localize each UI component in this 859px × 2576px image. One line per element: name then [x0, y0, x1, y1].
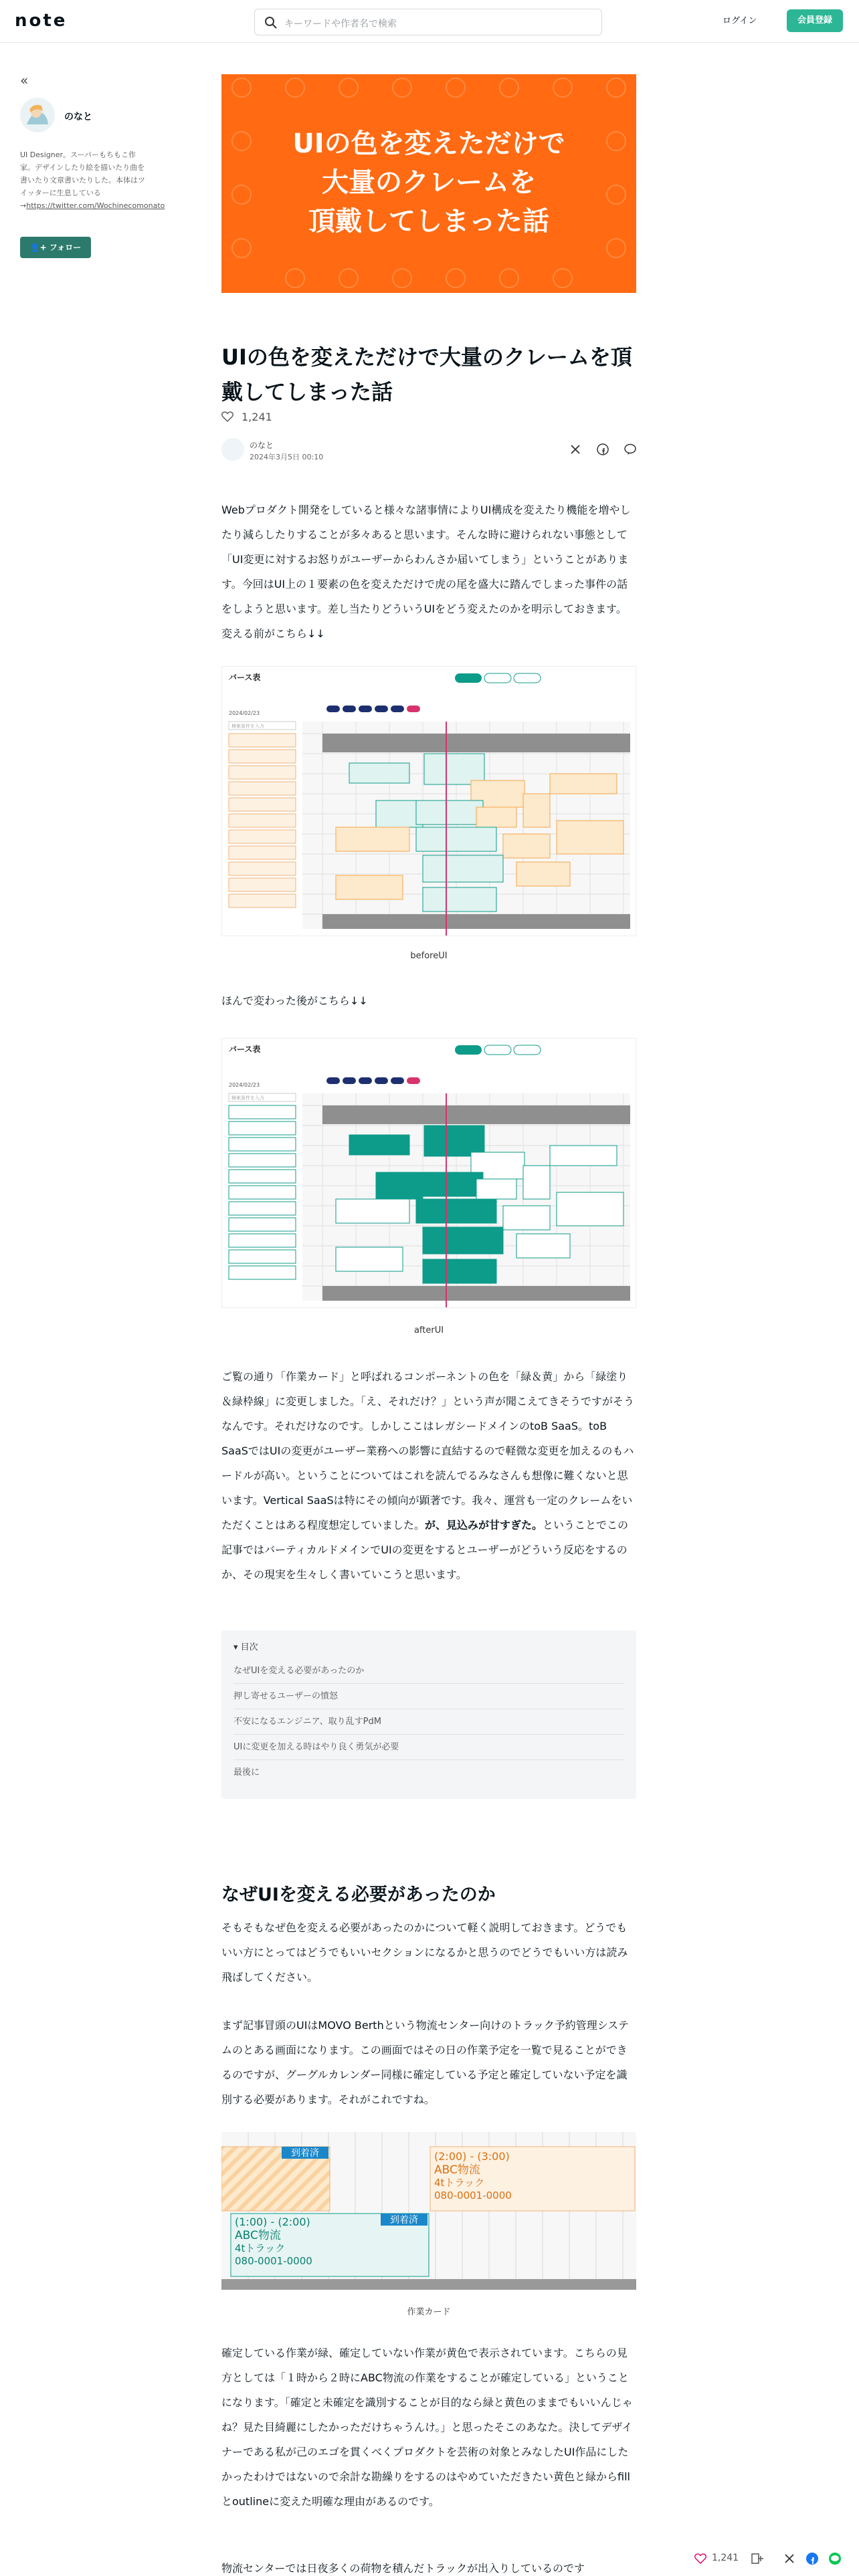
shot-filter-chip: [343, 1077, 356, 1084]
section-paragraph-1: そもそもなぜ色を変える必要があったのかについて軽く説明しておきます。どうでもいい方にとってはどうでもいいセクションになるかと思うのでどうでもいい方は読み飛ばしてください。: [221, 1921, 628, 1983]
shot-list-card: [229, 1105, 296, 1119]
shot-work-card: [516, 1234, 570, 1258]
shot-work-card: [423, 1227, 503, 1254]
hero-line-3: 頂戴してしまった話: [308, 206, 549, 237]
section-paragraph-4: 物流センターでは日夜多くの荷物を積んだトラックが出入りしているのです: [221, 2562, 585, 2575]
intro-paragraph: Webプロダクト開発をしていると様々な諸事情によりUI構成を変えたり機能を増やしたり減らしたりすることが多々あると思います。そんな時に避けられない事態として「UI変更に対するお怒りがユーザーからわんさか届いてしまう」ということがあります。今回はUI上の１要素の色を変えただけで虎の尾を盛大に踏んでしまった事件の話をしようと思います。差し当たりどういうUIをどう変えたのかを明示しておきます。変える前がこちら↓↓: [221, 504, 631, 640]
toc-item[interactable]: UIに変更を加える時はやり良く勇気が必要: [233, 1735, 624, 1760]
section-heading: なぜUIを変える必要があったのか: [221, 1885, 496, 1905]
shot-title: バース表: [229, 1045, 261, 1054]
login-link[interactable]: ログイン: [723, 16, 757, 26]
toc-title-text: 目次: [240, 1642, 258, 1652]
shot-list-card: [229, 750, 296, 763]
card1-phone: 080-0001-0000: [235, 2255, 312, 2267]
shot-work-card: [349, 763, 409, 783]
hero-line-1: UIの色を変えただけで: [292, 128, 565, 159]
shot-tab: [455, 1045, 482, 1055]
shot-date: 2024/02/23: [229, 1082, 260, 1088]
search-placeholder: キーワードや作者名で検索: [284, 19, 397, 29]
collapse-sidebar-icon[interactable]: «: [20, 72, 29, 88]
user-plus-icon: 👤+: [29, 243, 47, 252]
shot-list-card: [229, 1202, 296, 1215]
after-ui-image: [221, 1038, 636, 1308]
shot-work-card: [503, 834, 550, 858]
search-input[interactable]: [254, 9, 602, 35]
shot-work-card: [423, 855, 503, 882]
sticky-facebook-icon[interactable]: [805, 2552, 819, 2565]
shot-filter-chip: [359, 706, 372, 712]
sticky-heart-icon[interactable]: [694, 2553, 706, 2564]
shot-blocked-row: [322, 1286, 630, 1301]
body-paragraph-1-b: ということでこの記事ではバーティカルドメインでUIの変更をするとユーザーがどういう反応をするのか、その現実を生々しく書いていこうと思います。: [221, 1519, 629, 1581]
body-paragraph-1-bold: が、見込みが甘すぎた。: [425, 1519, 543, 1531]
facebook-share-icon[interactable]: [597, 443, 609, 455]
shot-filter-chip: [359, 1077, 372, 1084]
shot-list-card: [229, 1250, 296, 1263]
toc-item[interactable]: 押し寄せるユーザーの憤怒: [233, 1684, 624, 1709]
toc-title[interactable]: [233, 1640, 258, 1652]
body-paragraph-1: [221, 1364, 636, 1587]
shot-work-card: [550, 774, 617, 794]
toc-item[interactable]: 不安になるエンジニア、取り乱すPdM: [233, 1709, 624, 1735]
line-share-icon[interactable]: [624, 443, 636, 455]
shot-filter-chip: [375, 1077, 388, 1084]
x-share-icon[interactable]: [569, 443, 581, 455]
shot-work-card: [476, 807, 516, 827]
shot-filter-chip: [326, 706, 340, 712]
shot-work-card: [423, 1259, 496, 1283]
shot-filter-chip: [391, 1077, 404, 1084]
shot-list-card: [229, 894, 296, 907]
shot-list-card: [229, 862, 296, 875]
shot-work-card: [416, 1199, 496, 1223]
hero-title: [221, 124, 636, 241]
shot-blocked-row: [322, 1105, 630, 1124]
shot-list-card: [229, 734, 296, 747]
author-bio-text: UI Designer。スーパーもちもこ作家。デザインしたり絵を描いたり曲を書いたり文章書いたりした。本体はツイッターに生息している→: [20, 150, 145, 210]
card2-phone: 080-0001-0000: [434, 2189, 512, 2202]
author-twitter-link[interactable]: https://twitter.com/Wochinecomonato: [26, 201, 165, 210]
sticky-action-bar: [682, 2545, 859, 2572]
shot-list-card: [229, 782, 296, 795]
note-logo[interactable]: note: [15, 11, 68, 31]
heart-icon[interactable]: [221, 411, 233, 422]
article-title: UIの色を変えただけで大量のクレームを頂戴してしまった話: [221, 344, 632, 405]
shot-filter-chip: [407, 1077, 420, 1084]
card1-time: (1:00) - (2:00): [235, 2216, 310, 2228]
like-count-value: 1,241: [242, 411, 272, 423]
before-ui-schedule: [222, 667, 636, 936]
search-icon: [264, 16, 278, 29]
shot-work-card: [416, 800, 483, 825]
section-paragraph-3: 確定している作業が緑、確定していない作業が黄色で表示されています。こちらの見方としては「１時から２時にABC物流の作業をすることが確定している」ということになります。「確定と未確定を識別することが目的なら緑と黄色のままでもいいんじゃね？見た目綺麗にしたかっただけちゃうんけ。」と思ったそこのあなた。決してデザイナーである私が己のエゴを貫くべくプロダクトを芸術の対象とみなしたUI作品にしたかったわけではないので余計な勘繰りをするのはやめていただきたい黄色と緑からfillとoutlineに変えた明確な理由があるのです。: [221, 2347, 633, 2508]
after-intro-paragraph: ほんで変わった後がこちら↓↓: [221, 994, 368, 1007]
shot-list-card: [229, 1186, 296, 1199]
before-ui-caption: beforeUI: [410, 951, 448, 961]
sticky-line-icon[interactable]: [828, 2552, 842, 2565]
shot-blocked-row: [322, 734, 630, 752]
follow-label: フォロー: [49, 243, 82, 252]
shot-list-card: [229, 798, 296, 811]
card1-truck: 4tトラック: [235, 2242, 286, 2254]
sticky-x-icon[interactable]: [783, 2552, 796, 2565]
shot-list-card: [229, 878, 296, 891]
card2-time: (2:00) - (3:00): [434, 2150, 510, 2163]
toc-item[interactable]: なぜUIを変える必要があったのか: [233, 1658, 624, 1684]
shot-filter-chip: [407, 706, 420, 712]
toc-item[interactable]: 最後に: [233, 1767, 260, 1778]
shot-list-card: [229, 814, 296, 827]
shot-search-text: 検索条件を入力: [231, 1095, 264, 1101]
shot-work-card: [550, 1146, 617, 1166]
author-row: [221, 438, 636, 465]
shot-list-card: [229, 1138, 296, 1151]
share-icons: [557, 443, 636, 458]
author-bio: [20, 148, 165, 212]
shot-list-card: [229, 1218, 296, 1231]
before-ui-image: [221, 666, 636, 936]
shot-work-card: [349, 1135, 409, 1155]
triangle-down-icon: ▾: [233, 1642, 238, 1652]
shot-work-card: [424, 1125, 484, 1156]
shot-date: 2024/02/23: [229, 710, 260, 716]
shot-work-card: [336, 827, 409, 851]
shot-list-card: [229, 1266, 296, 1279]
shot-work-card: [557, 1192, 624, 1226]
author-row-avatar[interactable]: [221, 438, 244, 461]
work-card-caption: 作業カード: [407, 2307, 451, 2317]
shot-blocked-row: [322, 914, 630, 929]
shot-list-card: [229, 766, 296, 779]
shot-work-card: [424, 754, 484, 784]
like-count[interactable]: [221, 411, 272, 423]
shot-work-card: [423, 887, 496, 911]
author-name[interactable]: のなと: [64, 112, 92, 122]
magazine-add-icon[interactable]: [751, 2552, 764, 2565]
section-paragraph-2: まず記事冒頭のUIはMOVO Berthという物流センター向けのトラック予約管理システムのとある画面になります。この画面ではその日の作業予定を一覧で見ることができるのですが、グーグルカレンダー同様に確定している予定と確定していない予定を識別する必要があります。それがこれですね。: [221, 2019, 629, 2106]
shot-tab: [455, 673, 482, 683]
table-of-contents: [221, 1630, 636, 1799]
shot-search-text: 検索条件を入力: [231, 724, 264, 729]
shot-work-card: [516, 862, 570, 886]
shot-work-card: [336, 1247, 403, 1271]
shot-list-card: [229, 1154, 296, 1167]
shot-work-card: [503, 1206, 550, 1230]
body-paragraph-1-a: ご覧の通り「作業カード」と呼ばれるコンポーネントの色を「緑＆黄」から「緑塗り＆緑枠線」に変更しました。「え、それだけ？」という声が聞こえてきそうですがそうなんです。それだけなのです。しかしここはレガシードメインのtoB SaaS。toB SaaSではUIの変更がユーザー業務への影響に直結するので軽微な変更を加えるのもハードルが高い。ということについてはこれを読んでるみなさんも想像に難くないと思います。Vertical SaaSは特にその傾向が顕著です。我々、運営も一定のクレームをいただくことはある程度想定していました。: [221, 1370, 634, 1531]
card1-company: ABC物流: [235, 2229, 281, 2242]
shot-work-card: [416, 827, 496, 851]
shot-filter-chip: [375, 706, 388, 712]
work-card-illustration: [221, 2132, 636, 2290]
shot-title: バース表: [229, 673, 261, 682]
card2-company: ABC物流: [434, 2163, 480, 2177]
shot-filter-chip: [391, 706, 404, 712]
publish-date: 2024年3月5日 00:10: [250, 453, 324, 461]
sticky-like-count: 1,241: [712, 2553, 739, 2563]
shot-filter-chip: [343, 706, 356, 712]
shot-filter-chip: [326, 1077, 340, 1084]
arrived-badge-text: 到着済: [291, 2148, 319, 2159]
shot-work-card: [336, 1199, 409, 1223]
author-row-name[interactable]: のなと: [250, 441, 274, 450]
after-ui-caption: afterUI: [413, 1325, 444, 1335]
work-card-image: [221, 2132, 636, 2290]
shot-list-card: [229, 830, 296, 843]
after-ui-schedule: [222, 1039, 636, 1308]
card2-truck: 4tトラック: [434, 2177, 485, 2189]
top-header: [0, 0, 859, 43]
shot-work-card: [523, 794, 550, 827]
shot-work-card: [523, 1166, 550, 1199]
hero-image: [221, 74, 636, 293]
follow-button[interactable]: [20, 237, 91, 258]
shot-work-card: [476, 1179, 516, 1199]
shot-list-card: [229, 846, 296, 859]
shot-work-card: [336, 875, 403, 899]
shot-list-card: [229, 1121, 296, 1135]
hero-line-2: 大量のクレームを: [322, 167, 536, 198]
signup-button[interactable]: 会員登録: [787, 9, 843, 32]
shot-work-card: [416, 1172, 483, 1196]
shot-list-card: [229, 1234, 296, 1247]
shot-list-card: [229, 1170, 296, 1183]
arrived-badge-2-text: 到着済: [390, 2215, 418, 2226]
shot-work-card: [557, 821, 624, 854]
author-avatar[interactable]: [20, 98, 55, 132]
